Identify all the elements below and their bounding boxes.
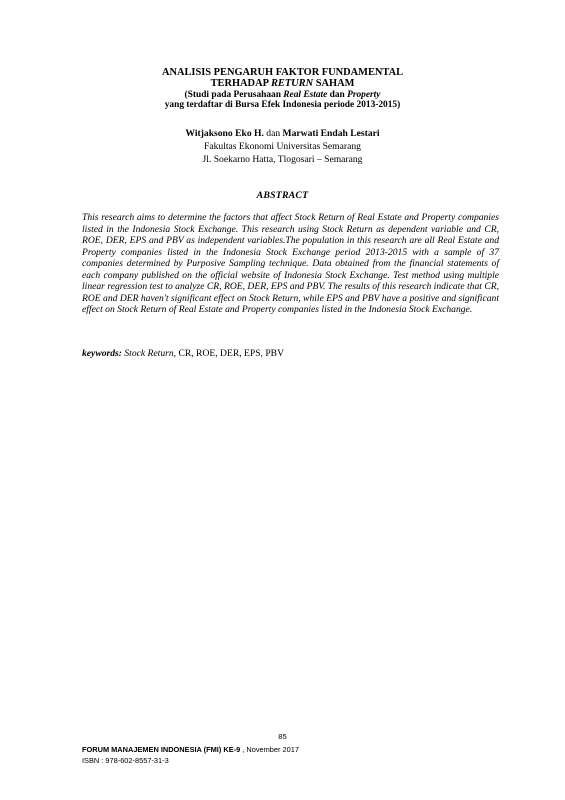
- author-connector: dan: [263, 128, 283, 139]
- title-line-2-italic: RETURN: [270, 78, 314, 90]
- address: Jl. Soekarno Hatta, Tlogosari – Semarang: [202, 153, 363, 165]
- footer-journal: FORUM MANAJEMEN INDONESIA (FMI) KE-9: [82, 745, 241, 754]
- footer-journal-line: [82, 744, 299, 755]
- title-line-1: ANALISIS PENGARUH FAKTOR FUNDAMENTAL: [161, 67, 404, 78]
- footer-date: , November 2017: [240, 745, 299, 754]
- title-line-2: [0, 78, 565, 89]
- subtitle-1-italic-b: Property: [347, 89, 381, 100]
- abstract-heading: ABSTRACT: [256, 190, 309, 201]
- title-line-2-suffix: SAHAM: [313, 78, 355, 90]
- subtitle-line-2: yang terdaftar di Bursa Efek Indonesia periode 2013-2015): [164, 100, 401, 111]
- page-number: 85: [278, 732, 287, 741]
- author-1: Witjaksono Eko H.: [185, 128, 264, 139]
- keywords-rest: , CR, ROE, DER, EPS, PBV: [173, 348, 285, 359]
- subtitle-1-italic-a: Real Estate: [283, 89, 328, 100]
- affiliation: Fakultas Ekonomi Universitas Semarang: [204, 140, 361, 152]
- authors-block: [0, 128, 565, 166]
- title-line-2-prefix: TERHADAP: [210, 78, 271, 90]
- author-2: Marwati Endah Lestari: [282, 128, 380, 139]
- subtitle-1-prefix: (Studi pada Perusahaan: [184, 89, 284, 100]
- footer-isbn: ISBN : 978-602-8557-31-3: [82, 756, 169, 765]
- abstract-body: This research aims to determine the factors that affect Stock Return of Real Estate and Property companies listed in the Indonesia Stock Exchange. This research using Stock Return as dependent variable and CR, ROE, DER, EPS and PBV as independent variables.The population in this research are all Real Estate and Property companies listed in the Indonesia Stock Exchange period 2013-2015 with a sample of 37 companies determined by Purposive Sampling technique. Data obtained from the financial statements of each company published on the official website of Indonesia Stock Exchange. Test method using multiple linear regression test to analyze CR, ROE, DER, EPS and PBV. The results of this research indicate that CR, ROE and DER haven't significant effect on Stock Return, while EPS and PBV have a positive and significant effect on Stock Return of Real Estate and Property companies listed in the Indonesia Stock Exchange.: [82, 212, 499, 316]
- keywords-italic: Stock Return: [121, 348, 174, 359]
- subtitle-1-mid: dan: [327, 89, 348, 100]
- author-names: [0, 128, 565, 141]
- paper-title-block: [0, 67, 565, 111]
- keywords-line: [82, 348, 499, 360]
- page-footer: [82, 744, 299, 766]
- keywords-label: keywords:: [82, 348, 122, 359]
- subtitle-line-1: [0, 90, 565, 101]
